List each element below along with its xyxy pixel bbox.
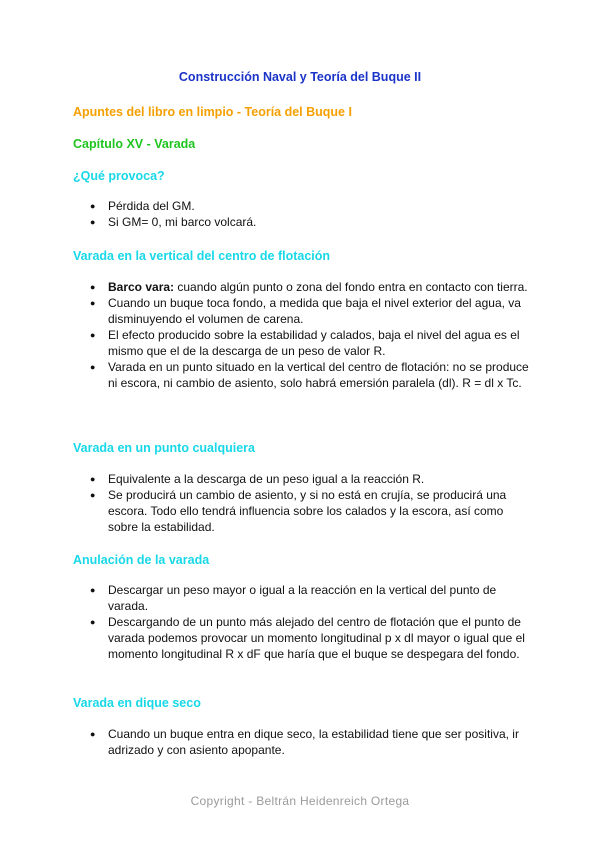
list-item: ● Si GM= 0, mi barco volcará. (90, 214, 535, 230)
list-item: ● Equivalente a la descarga de un peso igual a la reacción R. (90, 471, 535, 487)
list-item: ● Descargar un peso mayor o igual a la reacción en la vertical del punto de varada. (90, 582, 535, 614)
list-item-text: cuando algún punto o zona del fondo entra en contacto con tierra. (174, 280, 528, 294)
chapter-heading: Capítulo XV - Varada (73, 137, 196, 151)
section-heading: Varada en la vertical del centro de flotación (73, 249, 331, 263)
bullet-list (90, 279, 535, 391)
list-item: ● Se producirá un cambio de asiento, y si no está en crujía, se producirá una escora. Todo ello tendrá influencia sobre los calados y la escora, así como sobre la estabilidad. (90, 487, 535, 535)
section-heading: Varada en dique seco (73, 696, 201, 710)
list-item: ● El efecto producido sobre la estabilidad y calados, baja el nivel del agua es el mismo que el de la descarga de un peso de valor R. (90, 327, 535, 359)
section-heading: ¿Qué provoca? (73, 169, 165, 183)
document-subtitle: Apuntes del libro en limpio - Teoría del Buque I (73, 105, 352, 119)
list-item: ● Cuando un buque toca fondo, a medida que baja el nivel exterior del agua, va disminuyendo el volumen de carena. (90, 295, 535, 327)
section-heading: Varada en un punto cualquiera (73, 441, 255, 455)
bullet-list (90, 471, 535, 535)
bullet-list (90, 582, 535, 662)
section-heading: Anulación de la varada (73, 553, 210, 567)
copyright-footer: Copyright - Beltrán Heidenreich Ortega (190, 794, 410, 808)
list-item: ● Pérdida del GM. (90, 198, 535, 214)
bullet-list (90, 726, 535, 758)
list-item (90, 279, 535, 295)
list-item: ● Descargando de un punto más alejado del centro de flotación que el punto de varada podemos provocar un momento longitudinal p x dl mayor o igual que el momento longitudinal R x dF que haría que el buque se despegara del fondo. (90, 614, 535, 662)
bold-term: Barco vara: (108, 280, 175, 294)
bullet-list (90, 198, 535, 230)
document-title: Construcción Naval y Teoría del Buque II (178, 70, 422, 84)
list-item: ● Cuando un buque entra en dique seco, la estabilidad tiene que ser positiva, ir adrizado y con asiento apopante. (90, 726, 535, 758)
list-item: ● Varada en un punto situado en la vertical del centro de flotación: no se produce ni escora, ni cambio de asiento, solo habrá emersión paralela (dl). R = dl x Tc. (90, 359, 535, 391)
